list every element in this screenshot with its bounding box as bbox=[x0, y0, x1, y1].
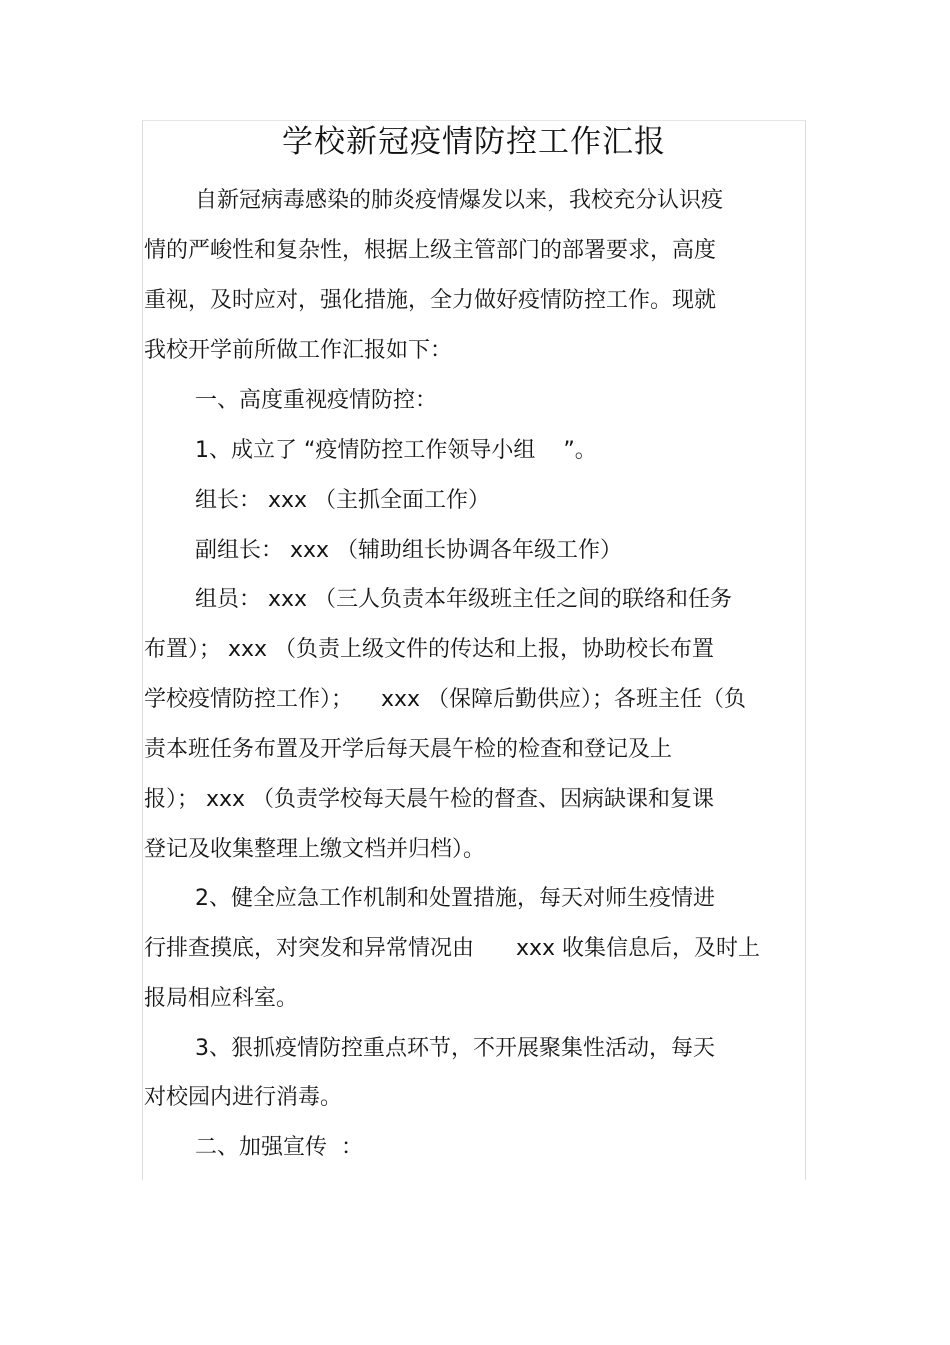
paragraph-line: 2、健全应急工作机制和处置措施，每天对师生疫情进 bbox=[195, 886, 715, 911]
paragraph-line: 布置）； xxx （负责上级文件的传达和上报，协助校长布置 bbox=[144, 637, 715, 662]
paragraph-line: 组员： xxx （三人负责本年级班主任之间的联络和任务 bbox=[195, 587, 733, 612]
section-heading: 一、高度重视疫情防控： bbox=[195, 388, 438, 413]
section-heading: 二、加强宣传 ： bbox=[195, 1135, 363, 1160]
paragraph-line: 登记及收集整理上缴文档并归档）。 bbox=[144, 837, 486, 862]
paragraph-line: 副组长： xxx （辅助组长协调各年级工作） bbox=[195, 538, 623, 563]
paragraph-line: 自新冠病毒感染的肺炎疫情爆发以来，我校充分认识疫 bbox=[195, 188, 724, 213]
paragraph-line: 对校园内进行消毒。 bbox=[144, 1085, 343, 1110]
paragraph-line: 责本班任务布置及开学后每天晨午检的检查和登记及上 bbox=[144, 737, 673, 762]
paragraph-line: 重视，及时应对，强化措施，全力做好疫情防控工作。现就 bbox=[144, 288, 717, 313]
paragraph-line: 3、狠抓疫情防控重点环节，不开展聚集性活动，每天 bbox=[195, 1036, 715, 1061]
paragraph-line: 1、成立了 “疫情防控工作领导小组 ”。 bbox=[195, 438, 597, 463]
paragraph-line: 行排查摸底，对突发和异常情况由 xxx 收集信息后，及时上 bbox=[144, 936, 761, 961]
paragraph-line: 学校疫情防控工作）； xxx （保障后勤供应）；各班主任（负 bbox=[144, 687, 747, 712]
paragraph-line: 我校开学前所做工作汇报如下： bbox=[144, 338, 453, 363]
paragraph-line: 情的严峻性和复杂性，根据上级主管部门的部署要求，高度 bbox=[144, 238, 717, 263]
paragraph-line: 报）； xxx （负责学校每天晨午检的督查、因病缺课和复课 bbox=[144, 787, 715, 812]
paragraph-line: 报局相应科室。 bbox=[144, 986, 299, 1011]
paragraph-line: 组长： xxx （主抓全面工作） bbox=[195, 488, 491, 513]
document-title: 学校新冠疫情防控工作汇报 bbox=[282, 124, 666, 160]
